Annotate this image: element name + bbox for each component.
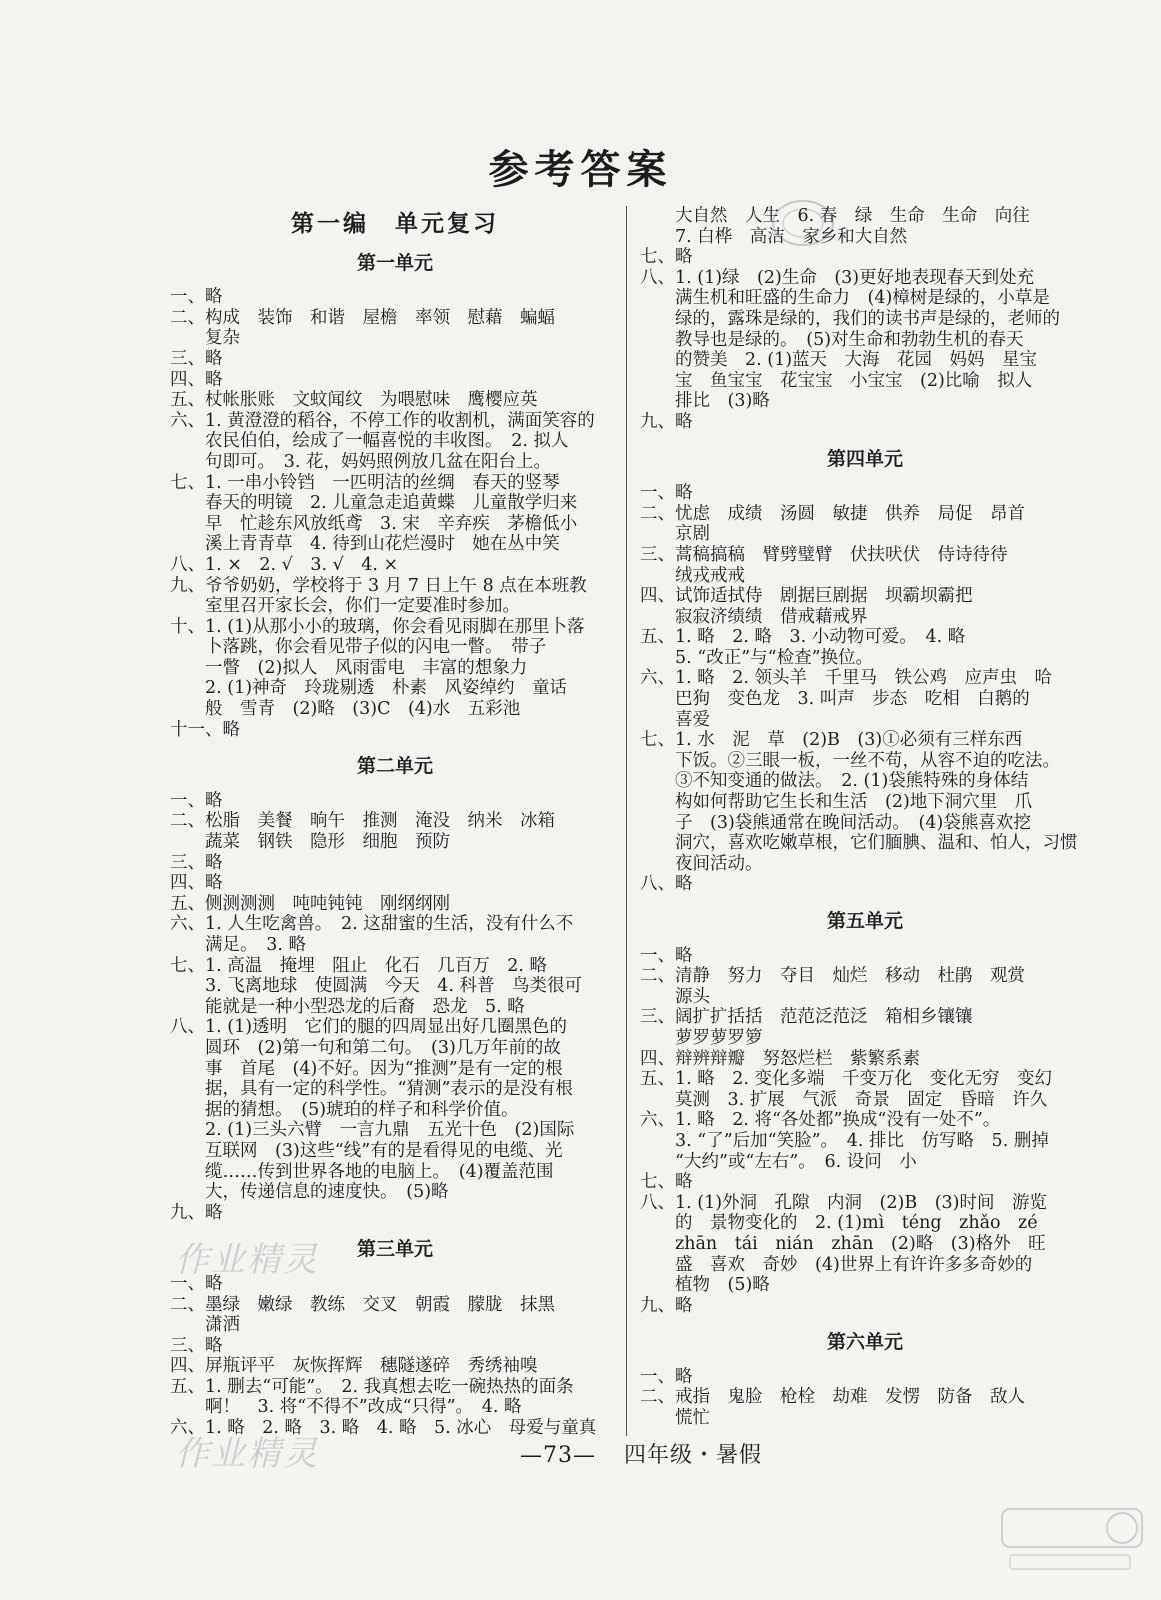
unit-answers: 一、略 二、清静 努力 夺目 灿烂 移动 杜鹃 观赏 源头 三、阔扩扩括括 范范泛范泛 箱相乡镶镶 萝罗萝罗箩 四、辩辨辩瓣 努怒烂栏 紫繁系素 五、1. 略 2. 变化多端 千变万化 变化无穷 变幻 莫测 3. 扩展 气派 奇景 固定 昏暗 许久 六、1. 略 2. 将“各处都”换成“没有一处不”。 3. “了”后加“笑脸”。 4. 排比 仿写略 5. 删掉 “大约”或“左右”。 6. 设问 小 七、略 八、1. (1)外洞 孔隙 内洞 (2)B (3)时间 游览 的 景物变化的 2. (1)mì téng zhǎo zé zhān tái nián zhān (2)略 (3)格外 旺 盛 喜欢 奇妙 (4)世界上有许许多多奇妙的 植物 (5)略 九、略 bbox=[640, 945, 1053, 1316]
grade-term: 四年级・暑假 bbox=[624, 1443, 763, 1468]
unit-heading: 第三单元 bbox=[356, 1238, 433, 1261]
column-divider bbox=[626, 206, 627, 1436]
unit-heading: 第五单元 bbox=[826, 910, 903, 932]
right-column bbox=[640, 206, 1090, 1429]
unit-answers: 一、略 二、墨绿 嫩绿 教练 交叉 朝霞 朦胧 抹黑 潇洒 三、略 四、屏瓶评平 灰恢挥辉 穗隧遂碎 秀绣袖嗅 五、1. 删去“可能”。 2. 我真想去吃一碗热热的面条 啊！ 3. 将“不得不”改成“只得”。 4. 略 六、1. 略 2. 略 3. 略 4. 略 5. 冰心 母爱与童真 bbox=[170, 1273, 597, 1439]
watermark-text: 作业精灵 bbox=[175, 1240, 319, 1280]
part-title: 第一编 单元复习 bbox=[291, 210, 499, 237]
unit-answers: 一、略 二、松脂 美餐 晌午 推测 淹没 纳米 冰箱 蔬菜 钢铁 隐形 细胞 预防 三、略 四、略 五、侧测测测 吨吨钝钝 刚纲纲刚 六、1. 人生吃禽兽。 2. 这甜蜜的生活，没有什么不 满足。 3. 略 七、1. 高温 掩埋 阻止 化石 几百万 2. 略 3. 飞离地球 使圆满 今天 4. 科普 鸟类很可 能就是一种小型恐龙的后裔 恐龙 5. 略 八、1. (1)透明 它们的腿的四周显出好几圈黑色的 圆环 (2)第一句和第二句。 (3)几万年前的故 事 首尾 (4)不好。因为“推测”是有一定的根 据，具有一定的科学性。“猜测”表示的是没有根 据的猜想。 (5)琥珀的样子和科学价值。 2. (1)三头六臂 一言九鼎 五光十色 (2)国际 互联网 (3)这些“线”有的是看得见的电缆、光 缆……传到世界各地的电脑上。 (4)覆盖范围 大，传递信息的速度快。 (5)略 九、略 bbox=[170, 790, 583, 1223]
page-number: —73— bbox=[520, 1443, 596, 1468]
unit-heading: 第二单元 bbox=[356, 755, 433, 778]
watermark-text: 作业精灵 bbox=[175, 1434, 319, 1474]
unit-answers-continued: 大自然 人生 6. 春 绿 生命 生命 向往 7. 白桦 高洁 家乡和大自然 七、略 八、1. (1)绿 (2)生命 (3)更好地表现春天到处充 满生机和旺盛的生命力 (4)樟树是绿的，小草是 绿的，露珠是绿的，我们的读书声是绿的，老师的 教导也是绿的。 (5)对生命和勃勃生机的春天 的赞美 2. (1)蓝天 大海 花园 妈妈 星宝 宝 鱼宝宝 花宝宝 小宝宝 (2)比喻 拟人 排比 (3)略 九、略 bbox=[640, 206, 1060, 432]
unit-answers: 一、略 二、忧虑 成绩 汤圆 敏捷 供养 局促 昂首 京剧 三、蒿稿搞稿 臂劈璧臂 伏扶吠伏 侍诗待待 绒戎戒戒 四、试饰适拭侍 剧据巨剧据 坝霸坝霸把 寂寂济绩绩 借戒藉戒界 五、1. 略 2. 略 3. 小动物可爱。 4. 略 5. “改正”与“检查”换位。 六、1. 略 2. 领头羊 千里马 铁公鸡 应声虫 哈 巴狗 变色龙 3. 叫声 步态 吃相 白鹅的 喜爱 七、1. 水 泥 草 (2)B (3)①必须有三样东西 下饭。②三眼一板，一丝不苟，从容不迫的吃法。 ③不知变通的做法。 2. (1)袋熊特殊的身体结 构如何帮助它生长和生活 (2)地下洞穴里 爪 子 (3)袋熊通常在晚间活动。 (4)袋熊喜欢挖 洞穴，喜欢吃嫩草根，它们腼腆、温和、怕人，习惯 夜间活动。 八、略 bbox=[640, 483, 1078, 895]
unit-heading: 第一单元 bbox=[356, 251, 433, 274]
page-footer bbox=[520, 1438, 762, 1469]
watermark-logo-icon bbox=[1000, 1505, 1148, 1575]
unit-answers: 一、略 二、戒指 鬼脸 枪栓 劫难 发愣 防备 敌人 慌忙 bbox=[640, 1366, 1025, 1429]
unit-heading: 第四单元 bbox=[826, 447, 903, 470]
unit-heading: 第六单元 bbox=[826, 1331, 903, 1354]
page-title: 参考答案 bbox=[488, 146, 673, 193]
unit-answers: 一、略 二、构成 装饰 和谐 屋檐 率领 慰藉 蝙蝠 复杂 三、略 四、略 五、杖帐胀账 文蚊闻纹 为喂慰味 鹰樱应英 六、1. 黄澄澄的稻谷，不停工作的收割机，满面笑容的 农民伯伯，绘成了一幅喜悦的丰收图。 2. 拟人 句即可。 3. 花，妈妈照例放几盆在阳台上。 七、1. 一串小铃铛 一匹明洁的丝绸 春天的竖琴 春天的明镜 2. 儿童急走追黄蝶 儿童散学归来 早 忙趁东风放纸鸢 3. 宋 辛弃疾 茅檐低小 溪上青青草 4. 待到山花烂漫时 她在丛中笑 八、1. × 2. √ 3. √ 4. × 九、爷爷奶奶，学校将于 3 月 7 日上午 8 点在本班教 室里召开家长会，你们一定要准时参加。 十、1. (1)从那小小的玻璃，你会看见雨脚在那里卜落 卜落跳，你会看见带子似的闪电一瞥。 带子 一瞥 (2)拟人 风雨雷电 丰富的想象力 2. (1)神奇 玲珑剔透 朴素 风姿绰约 童话 般 雪青 (2)略 (3)C (4)水 五彩池 十一、略 bbox=[170, 287, 595, 740]
